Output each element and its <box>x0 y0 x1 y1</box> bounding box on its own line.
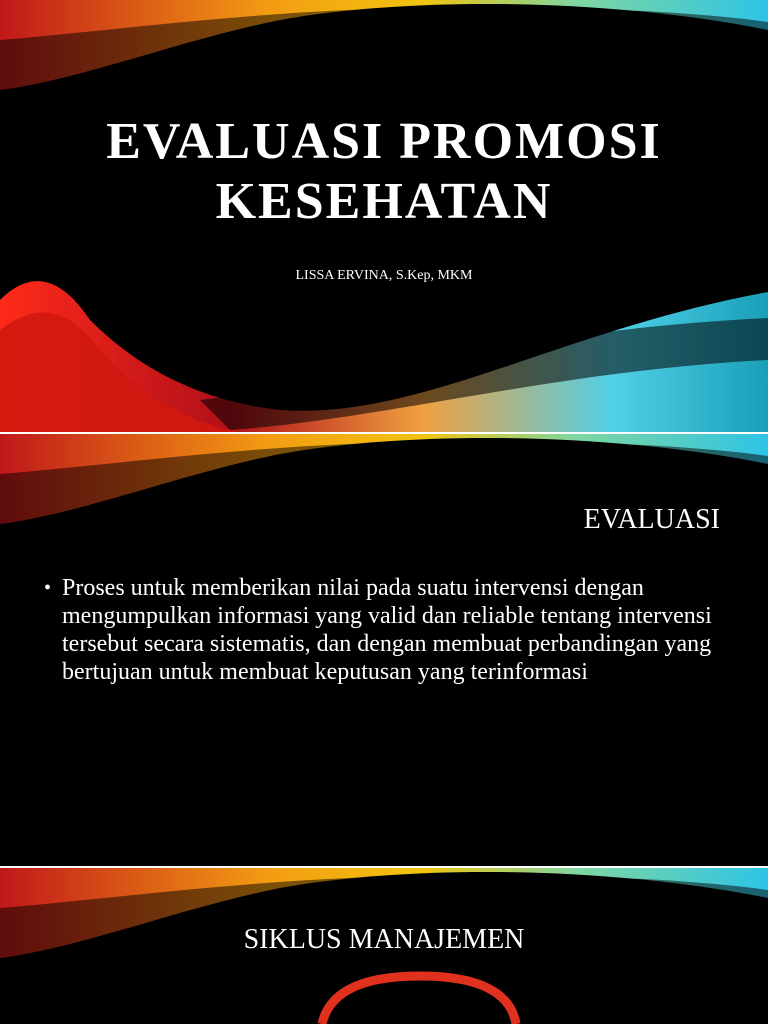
bullet-icon: • <box>44 577 52 599</box>
slide-subtitle: LISSA ERVINA, S.Kep, MKM <box>295 268 473 283</box>
title-slide <box>0 0 768 432</box>
slide-title: SIKLUS MANAJEMEN <box>243 924 525 955</box>
bullet-text: Proses untuk memberikan nilai pada suatu intervensi dengan mengumpulkan informasi yang valid dan reliable tentang intervensi tersebut secara sistematis, dan dengan membuat perbandingan yang bertujuan untuk membuat keputusan yang terinformasi <box>62 575 712 685</box>
slide-title: EVALUASI PROMOSI KESEHATAN <box>106 113 662 230</box>
cycle-arc-shape <box>322 976 516 1024</box>
cycle-slide <box>0 868 768 1024</box>
content-slide <box>0 434 768 866</box>
slide-title: EVALUASI <box>583 504 720 535</box>
bullet-item <box>44 574 724 686</box>
